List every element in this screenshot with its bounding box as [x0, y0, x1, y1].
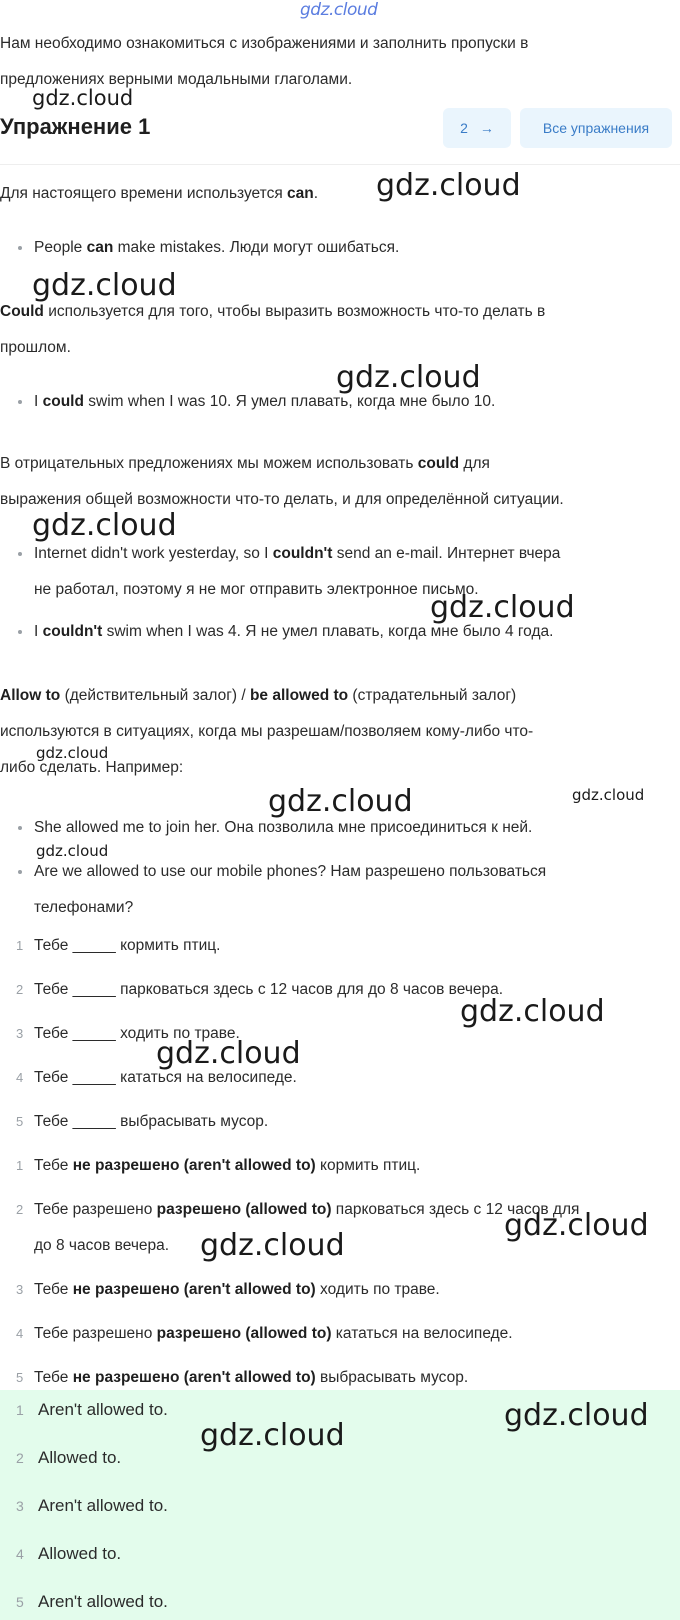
- watermark: gdz.cloud: [504, 1208, 649, 1243]
- task-item: 3 Тебе _____ ходить по траве.: [16, 1025, 240, 1042]
- answer-item: Allowed to.: [38, 1544, 122, 1563]
- could-paragraph-line-1: Could используется для того, чтобы выразить возможность что-то делать в: [0, 303, 546, 320]
- allow-paragraph-line-2: используются в ситуациях, когда мы разрешам/позволяем кому-либо что-: [0, 723, 534, 740]
- list-item-continuation: телефонами?: [34, 899, 134, 916]
- watermark: gdz.cloud: [36, 744, 109, 762]
- answer-item: Aren't allowed to.: [38, 1400, 168, 1419]
- intro-line-2: предложениях верными модальными глаголами.: [0, 71, 353, 88]
- list-item: Are we allowed to use our mobile phones? Нам разрешено пользоваться: [34, 854, 670, 890]
- task-item: 1 Тебе _____ кормить птиц.: [16, 937, 221, 954]
- watermark: gdz.cloud: [200, 1418, 345, 1453]
- watermark: gdz.cloud: [200, 1228, 345, 1263]
- answer-item: Aren't allowed to.: [38, 1496, 168, 1515]
- all-exercises-label: Все упражнения: [542, 120, 650, 136]
- negative-paragraph-line-1: В отрицательных предложениях мы можем использовать could для: [0, 455, 490, 472]
- watermark: gdz.cloud: [430, 590, 575, 625]
- watermark: gdz.cloud: [268, 784, 413, 819]
- answer-number: 2: [16, 1450, 24, 1466]
- negative-paragraph-line-2: выражения общей возможности что-то делать, и для определённой ситуации.: [0, 491, 564, 508]
- list-item: Internet didn't work yesterday, so I couldn't send an e-mail. Интернет вчера: [34, 536, 670, 572]
- allow-paragraph-line-3: либо сделать. Например:: [0, 759, 184, 776]
- allow-paragraph-line-1: Allow to (действительный залог) / be allowed to (страдательный залог): [0, 687, 517, 704]
- could-paragraph-line-2: прошлом.: [0, 339, 71, 356]
- list-item: People can make mistakes. Люди могут ошибаться.: [34, 230, 670, 266]
- translation-item-continuation: до 8 часов вечера.: [34, 1237, 170, 1254]
- list-item: She allowed me to join her. Она позволила мне присоединиться к ней.: [34, 810, 670, 846]
- all-exercises-button[interactable]: [520, 108, 672, 148]
- watermark: gdz.cloud: [32, 86, 134, 110]
- next-exercise-label: 2: [460, 120, 468, 136]
- watermark: gdz.cloud: [32, 268, 177, 303]
- translation-item: 1 Тебе не разрешено (aren't allowed to) кормить птиц.: [16, 1157, 421, 1174]
- watermark: gdz.cloud: [572, 786, 645, 804]
- intro-line-1: Нам необходимо ознакомиться с изображениями и заполнить пропуски в: [0, 35, 529, 52]
- task-item: 2 Тебе _____ парковаться здесь с 12 часов для до 8 часов вечера.: [16, 981, 504, 998]
- watermark: gdz.cloud: [336, 360, 481, 395]
- list-item: I could swim when I was 10. Я умел плавать, когда мне было 10.: [34, 384, 670, 420]
- watermark: gdz.cloud: [504, 1398, 649, 1433]
- watermark-logo: gdz.cloud: [300, 0, 378, 20]
- task-item: 4 Тебе _____ кататься на велосипеде.: [16, 1069, 297, 1086]
- answer-number: 3: [16, 1498, 24, 1514]
- can-paragraph: Для настоящего времени используется can.: [0, 185, 319, 202]
- answer-number: 5: [16, 1594, 24, 1610]
- watermark: gdz.cloud: [36, 842, 109, 860]
- arrow-right-icon: →: [479, 120, 494, 136]
- translation-item: 5 Тебе не разрешено (aren't allowed to) выбрасывать мусор.: [16, 1369, 469, 1386]
- translation-item: 2 Тебе разрешено разрешено (allowed to) парковаться здесь с 12 часов для: [16, 1201, 580, 1218]
- answer-number: 1: [16, 1402, 24, 1418]
- list-item: I couldn't swim when I was 4. Я не умел плавать, когда мне было 4 года.: [34, 614, 670, 650]
- next-exercise-button[interactable]: [443, 108, 511, 148]
- answer-item: Allowed to.: [38, 1448, 122, 1467]
- answer-item: Aren't allowed to.: [38, 1592, 168, 1611]
- translation-item: 4 Тебе разрешено разрешено (allowed to) кататься на велосипеде.: [16, 1325, 513, 1342]
- answer-number: 4: [16, 1546, 24, 1562]
- list-item-continuation: не работал, поэтому я не мог отправить электронное письмо.: [34, 581, 479, 598]
- watermark: gdz.cloud: [32, 508, 177, 543]
- translation-item: 3 Тебе не разрешено (aren't allowed to) ходить по траве.: [16, 1281, 440, 1298]
- watermark: gdz.cloud: [460, 994, 605, 1029]
- divider: [0, 164, 680, 165]
- page-title: Упражнение 1: [0, 114, 151, 139]
- task-item: 5 Тебе _____ выбрасывать мусор.: [16, 1113, 269, 1130]
- watermark: gdz.cloud: [376, 168, 521, 203]
- watermark: gdz.cloud: [156, 1036, 301, 1071]
